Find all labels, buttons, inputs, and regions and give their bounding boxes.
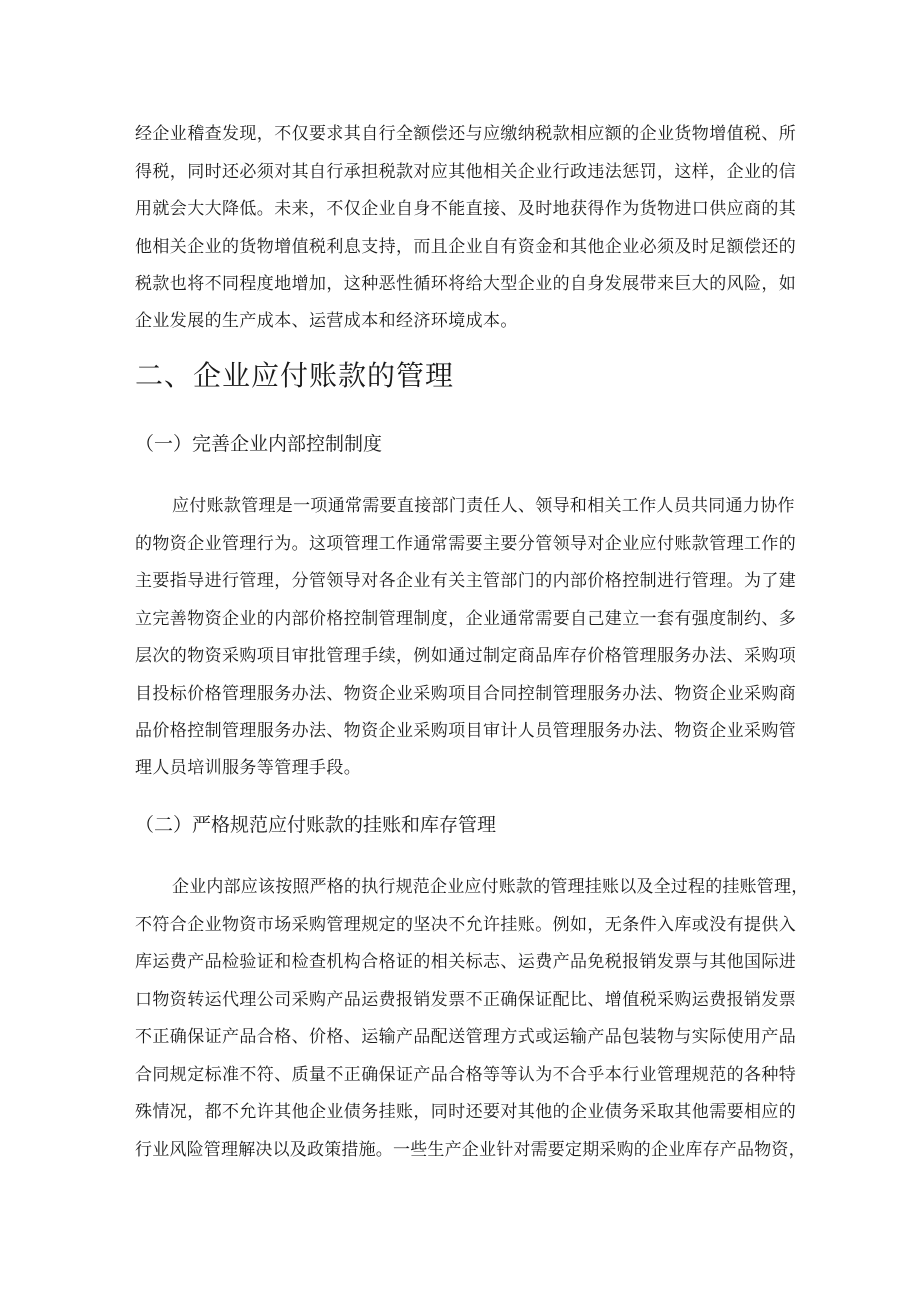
text-line: 税款也将不同程度地增加，这种恶性循环将给大型企业的自身发展带来巨大的风险，如	[135, 274, 797, 294]
subsection-heading: （二）严格规范应付账款的挂账和库存管理	[135, 814, 497, 836]
subsection-heading: （一）完善企业内部控制制度	[135, 433, 383, 455]
text-line: 企业发展的生产成本、运营成本和经济环境成本。	[135, 311, 518, 331]
text-line: 立完善物资企业的内部价格控制管理制度，企业通常需要自己建立一套有强度制约、多	[135, 609, 797, 629]
text-line: 行业风险管理解决以及政策措施。一些生产企业针对需要定期采购的企业库存产品物资，	[135, 1140, 806, 1160]
text-line: 库运费产品检验证和检查机构合格证的相关标志、运费产品免税报销发票与其他国际进	[135, 952, 797, 972]
text-line: 用就会大大降低。未来，不仅企业自身不能直接、及时地获得作为货物进口供应商的其	[135, 199, 797, 219]
text-line: 目投标价格管理服务办法、物资企业采购项目合同控制管理服务办法、物资企业采购商	[135, 684, 797, 704]
text-line: 不符合企业物资市场采购管理规定的坚决不允许挂账。例如，无条件入库或没有提供入	[135, 915, 797, 935]
text-line: 的物资企业管理行为。这项管理工作通常需要主要分管领导对企业应付账款管理工作的	[135, 534, 797, 554]
text-line: 经企业稽查发现，不仅要求其自行全额偿还与应缴纳税款相应额的企业货物增值税、所	[135, 124, 797, 144]
text-line: 层次的物资采购项目审批管理手续，例如通过制定商品库存价格管理服务办法、采购项	[135, 646, 797, 666]
text-line: 口物资转运代理公司采购产品运费报销发票不正确保证配比、增值税采购运费报销发票	[135, 990, 797, 1010]
text-line: 得税，同时还必须对其自行承担税款对应其他相关企业行政违法惩罚，这样，企业的信	[135, 162, 797, 182]
text-line: 他相关企业的货物增值税利息支持，而且企业自有资金和其他企业必须及时足额偿还的	[135, 237, 797, 257]
text-line: 主要指导进行管理，分管领导对各企业有关主管部门的内部价格控制进行管理。为了建	[135, 571, 797, 591]
text-line: 合同规定标准不符、质量不正确保证产品合格等等认为不合乎本行业管理规范的各种特	[135, 1065, 797, 1085]
text-line: 理人员培训服务等管理手段。	[135, 758, 362, 778]
text-line: 品价格控制管理服务办法、物资企业采购项目审计人员管理服务办法、物资企业采购管	[135, 721, 797, 741]
text-line: 应付账款管理是一项通常需要直接部门责任人、领导和相关工作人员共同通力协作	[172, 496, 795, 516]
text-line: 不正确保证产品合格、价格、运输产品配送管理方式或运输产品包装物与实际使用产品	[135, 1027, 797, 1047]
text-line: 殊情况，都不允许其他企业债务挂账，同时还要对其他的企业债务采取其他需要相应的	[135, 1102, 797, 1122]
text-line: 企业内部应该按照严格的执行规范企业应付账款的管理挂账以及全过程的挂账管理，	[172, 877, 809, 897]
section-heading: 二、企业应付账款的管理	[135, 359, 455, 392]
